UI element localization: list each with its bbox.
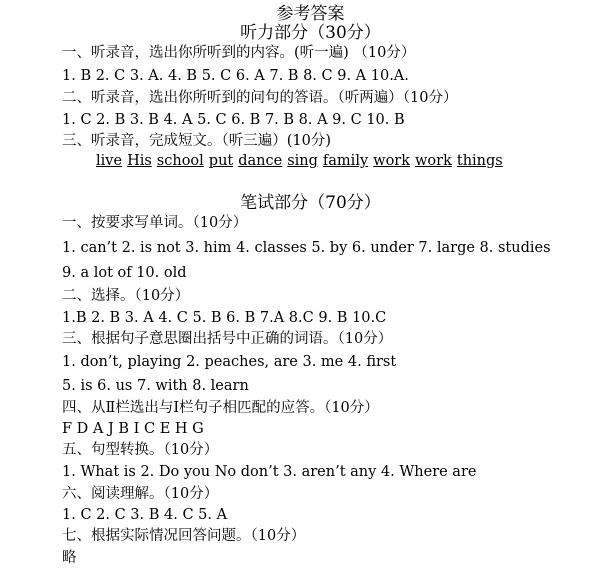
written-section-4-answer: F D A J B I C E H G	[62, 421, 204, 437]
written-section-3-answer-b: 5. is 6. us 7. with 8. learn	[62, 378, 249, 394]
blank-word: sing	[287, 153, 318, 169]
written-heading: 笔试部分（70分）	[240, 193, 381, 213]
written-section-2-title: 二、选择。（10分）	[62, 288, 190, 304]
written-section-5-answer: 1. What is 2. Do you No don’t 3. aren’t any 4. Where are	[62, 464, 477, 480]
written-section-1-answer-b: 9. a lot of 10. old	[62, 265, 187, 281]
written-section-5-title: 五、句型转换。（10分）	[62, 442, 219, 458]
written-section-2-answer: 1.B 2. B 3. A 4. C 5. B 6. B 7.A 8.C 9. B 10.C	[62, 310, 387, 326]
written-section-6-answer: 1. C 2. C 3. B 4. C 5. A	[62, 507, 228, 523]
blank-word: work	[415, 153, 452, 169]
listening-section-1-answer: 1. B 2. C 3. A. 4. B 5. C 6. A 7. B 8. C 9. A 10.A.	[62, 68, 409, 84]
listening-section-3-answer	[96, 154, 503, 169]
written-section-4-title: 四、从Ⅱ栏选出与Ⅰ栏句子相匹配的应答。（10分）	[62, 400, 379, 416]
written-section-3-answer-a: 1. don’t, playing 2. peaches, are 3. me 4. first	[62, 354, 397, 370]
written-section-7-title: 七、根据实际情况回答问题。（10分）	[62, 528, 306, 544]
blank-word: things	[456, 153, 503, 169]
blank-word: work	[373, 153, 411, 169]
blank-word: dance	[238, 153, 283, 169]
page-title: 参考答案	[276, 4, 345, 24]
written-section-1-answer-a: 1. can’t 2. is not 3. him 4. classes 5. by 6. under 7. large 8. studies	[62, 240, 551, 256]
blank-word: family	[322, 153, 369, 169]
blank-word: His	[127, 153, 152, 169]
written-section-1-title: 一、按要求写单词。（10分）	[62, 215, 248, 231]
listening-section-1-title: 一、听录音，选出你所听到的内容。(听一遍) （10分）	[62, 45, 416, 61]
written-section-6-title: 六、阅读理解。（10分）	[62, 486, 219, 502]
listening-section-3-title: 三、听录音，完成短文。（听三遍）(10分)	[62, 133, 332, 149]
blank-word: put	[208, 153, 234, 169]
listening-heading: 听力部分（30分）	[240, 23, 381, 43]
listening-section-2-title: 二、听录音，选出你所听到的问句的答语。（听两遍）（10分）	[62, 90, 458, 106]
blank-word: school	[156, 153, 204, 169]
written-section-7-answer: 略	[62, 550, 77, 566]
listening-section-2-answer: 1. C 2. B 3. B 4. A 5. C 6. B 7. B 8. A 9. C 10. B	[62, 112, 405, 128]
written-section-3-title: 三、根据句子意思圈出括号中正确的词语。（10分）	[62, 331, 393, 347]
blank-word: live	[96, 153, 123, 169]
